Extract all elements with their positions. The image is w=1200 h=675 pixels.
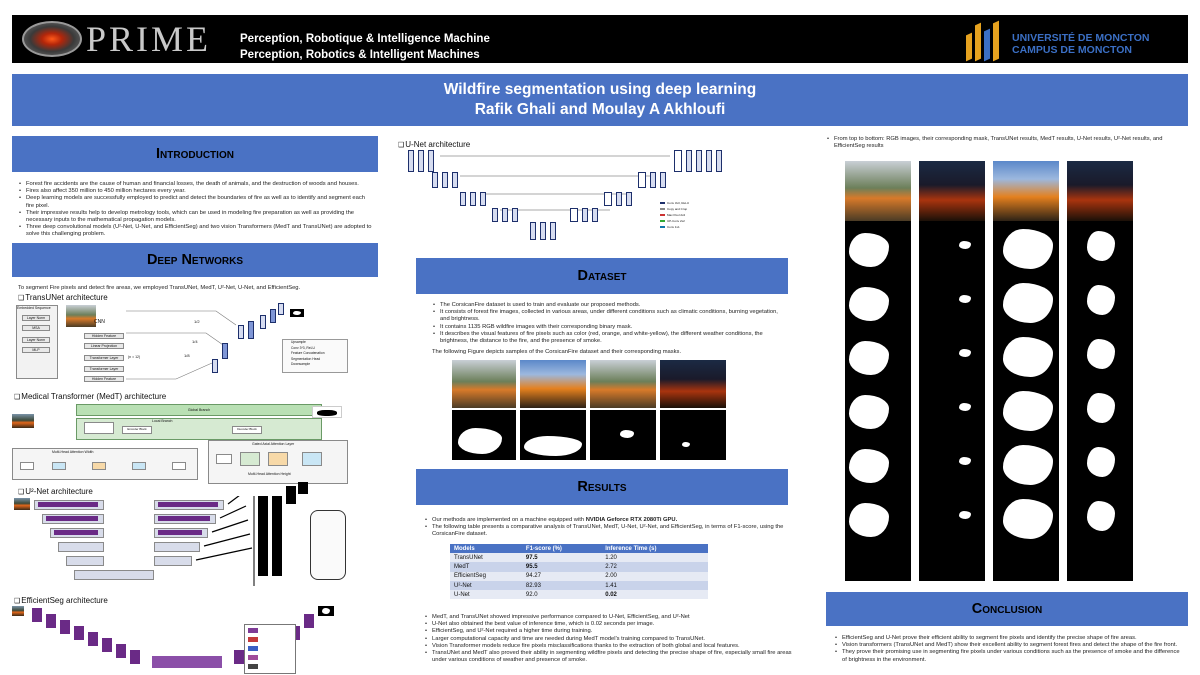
qualitative-caption [826,136,1176,150]
dataset-bullet: • It contains 1135 RGB wildfire images with their corresponding binary mask. [432,324,782,331]
qualitative-caption-text: • From top to bottom: RGB images, their corresponding mask, TransUNet results, MedT results, U-Net results, U²-Net results, and EfficientSeg results [826,136,1176,150]
conclusion-bullet: • EfficientSeg and U-Net prove their efficient ability to segment fire pixels and identify the precise shape of fire areas. [834,635,1186,642]
prime-logo-disc-icon [22,21,82,57]
introduction-heading: Introduction [12,136,378,172]
table-row: U²-Net 82.93 1.41 [450,581,708,590]
medt-label: ❑ Medical Transformer (MedT) architecture [14,392,166,401]
dataset-sample-image [660,360,726,408]
conclusion-bullet: • They prove their promising use in segmenting fire pixels under various conditions such as the presence of smoke and the difference of brightness in the environment. [834,649,1186,663]
header-bar [12,15,1188,63]
results-finding: • Larger computational capacity and time are needed during MedT model's training compared to TransUNet. [424,636,792,643]
dataset-sample-image [452,360,516,408]
results-table [450,544,708,599]
table-row: TransUNet 97.5 1.20 [450,553,708,562]
dataset-bullet: • It consists of forest fire images, collected in various areas, under different conditions such as climatic conditions, burning vegetation, and brightness. [432,309,782,323]
efficientseg-diagram [12,604,352,674]
table-header: Models [450,544,522,553]
lab-name-fr: Perception, Robotique & Intelligence Machine [240,33,490,45]
results-finding: • U-Net also obtained the best value of inference time, which is 0.02 seconds per image. [424,621,792,628]
title-bar [12,74,1188,126]
dataset-sample-mask [660,410,726,460]
dataset-bullet: • The CorsicanFire dataset is used to train and evaluate our proposed methods. [432,302,782,309]
qualitative-rgb-image [1067,161,1133,221]
results-finding: • TransUNet and MedT also proved their ability in segmenting wildfire pixels and detecting the precise shape of fire, especially small fire areas under various conditions of weather and presence of smoke. [424,650,792,664]
results-heading: Results [416,469,788,505]
university-logo [944,17,1164,61]
poster-title: Wildfire segmentation using deep learning [443,81,757,98]
table-row: U-Net 92.0 0.02 [450,590,708,599]
table-header: Inference Time (s) [601,544,708,553]
table-header: F1-score (%) [522,544,601,553]
intro-bullet: • Fires also affect 350 million to 450 million hectares every year. [18,188,374,195]
qualitative-rgb-image [919,161,985,221]
university-mark-icon [964,20,1000,60]
efficientseg-label: ❑ EfficientSeg architecture [14,596,108,605]
university-name: UNIVERSITÉ DE MONCTON CAMPUS DE MONCTON [1012,32,1150,56]
prime-logo [22,19,227,59]
dataset-bullets [432,302,782,345]
conclusion-heading: Conclusion [826,592,1188,626]
conclusion-bullets [834,635,1186,664]
table-row: EfficientSeg 94.27 2.00 [450,572,708,581]
results-bullet: • Our methods are implemented on a machine equipped with NVIDIA Geforce RTX 2080Ti GPU. [424,517,784,524]
conclusion-bullet: • Vision transformers (TransUNet and MedT) show their excellent ability to segment forest fires and detect the shape of the fire front. [834,642,1186,649]
dataset-sample-image [520,360,586,408]
qualitative-mask-column [993,221,1059,581]
qualitative-mask-column [1067,221,1133,581]
results-findings [424,614,792,664]
dataset-sample-mask [452,410,516,460]
lab-names [240,31,490,63]
deep-networks-intro: To segment Fire pixels and detect fire areas, we employed TransUNet, MedT, U²-Net, U-Net, and EfficientSeg. [18,285,301,291]
results-bullets [424,517,784,539]
u2net-label: ❑ U²-Net architecture [18,487,93,496]
qualitative-mask-column [919,221,985,581]
qualitative-mask-column [845,221,911,581]
unet-diagram: Conv 3x3, ReLU Copy and Crop Max Pool 2x2 UP-Conv 2x2 Conv 1x1 [400,150,748,242]
unet-label: ❑ U-Net architecture [398,140,470,149]
table-row: MedT 95.5 2.72 [450,562,708,571]
prime-logo-text: PRIME [86,19,212,59]
results-finding: • EfficientSeg, and U²-Net required a higher time during training. [424,628,792,635]
transunet-diagram: Embedded Sequence Layer Norm MSA Layer Norm MLP CNN Hidden Feature Linear Projection Transformer Layer (n = 12) Transformer Layer Hidden Feature 1/2 1/4 1/8 Upsample Conv 3*3, ReLU Feature Concatenation Segmentation Head Downsample [16,303,348,387]
transunet-label: ❑ TransUNet architecture [18,293,108,302]
medt-diagram: Global Branch Local Branch Encoder Block Decoder Block Multi-Head Attention Width Gated Axial Attention Layer Multi-Head Attention Height [12,402,352,484]
introduction-bullets [18,181,374,239]
results-bullet: • The following table presents a comparative analysis of TransUNet, MedT, U-Net, U²-Net, and EfficientSeg, in terms of F1-score, using the CorsicanFire dataset. [424,524,784,538]
dataset-sample-mask [520,410,586,460]
results-finding: • MedT, and TransUNet showed impressive performance compared to U-Net, EfficientSeg, and U²-Net [424,614,792,621]
deep-networks-heading: Deep Networks [12,243,378,277]
dataset-figure-caption: The following Figure depicts samples of the CorsicanFire dataset and their corresponding masks. [432,349,682,355]
table-header-row [450,544,708,553]
dataset-bullet: • It describes the visual features of fire pixels such as color (red, orange, and white-yellow), the different weather conditions, the brightness, the distance to the fire, and the presence of smoke. [432,331,782,345]
dataset-sample-image [590,360,656,408]
lab-name-en: Perception, Robotics & Intelligent Machines [240,49,480,61]
dataset-sample-mask [590,410,656,460]
qualitative-rgb-image [993,161,1059,221]
results-finding: • Vision Transformer models reduce fire pixels misclassifications thanks to the extraction of both global and local features. [424,643,792,650]
u2net-diagram [14,496,354,592]
qualitative-rgb-image [845,161,911,221]
dataset-heading: Dataset [416,258,788,294]
intro-bullet: • Deep learning models are successfully employed to predict and detect the boundaries of fire as well as to identify and segment each fire pixel. [18,195,374,209]
intro-bullet: • Their impressive results help to develop metrology tools, which can be used in modeling fire preparation as well as providing the necessary inputs to the mathematical propagation models. [18,210,374,224]
intro-bullet: • Forest fire accidents are the cause of human and financial losses, the death of animals, and the destruction of woods and houses. [18,181,374,188]
intro-bullet: • Three deep convolutional models (U²-Net, U-Net, and EfficientSeg) and two vision Transformers (MedT and TransUNet) are adopted to solve this challenging problem. [18,224,374,238]
poster-authors: Rafik Ghali and Moulay A Akhloufi [474,101,726,118]
